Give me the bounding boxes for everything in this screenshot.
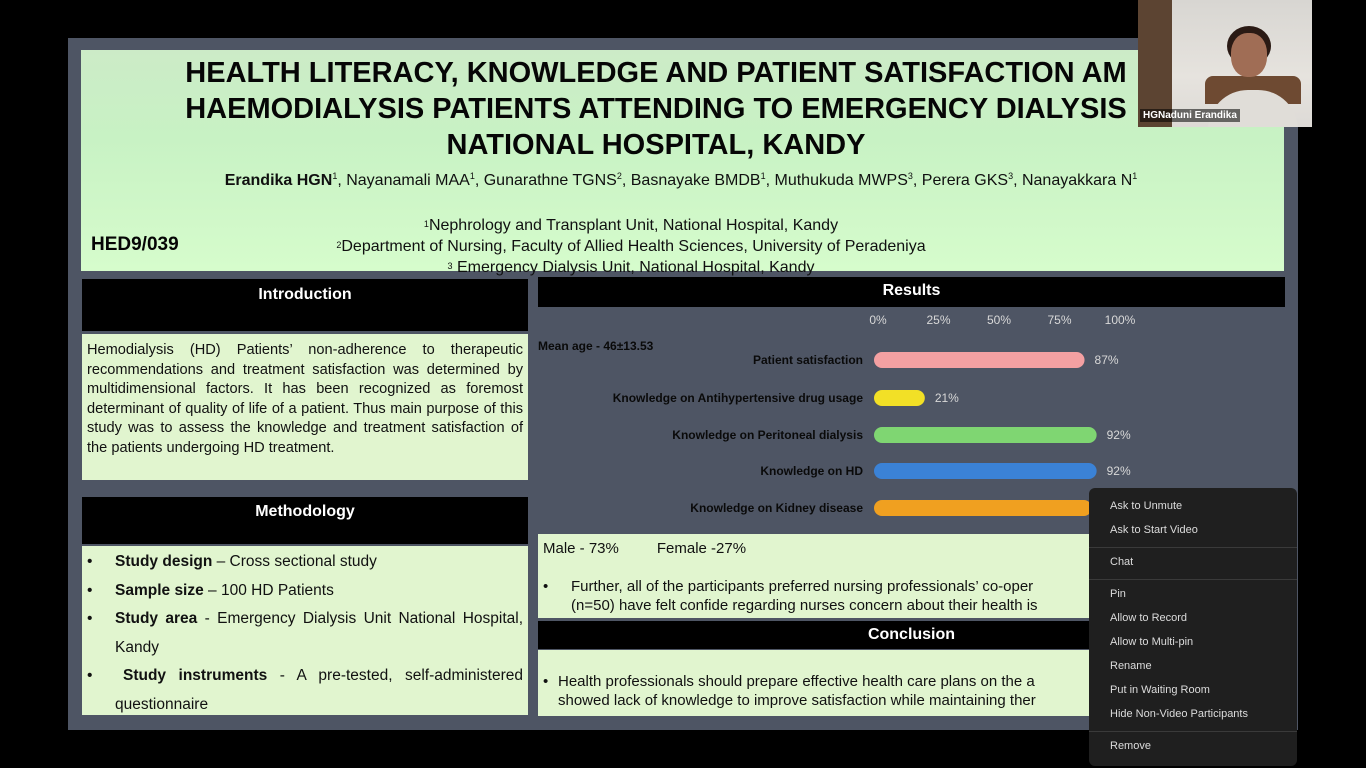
- ask-to-start-video-item[interactable]: Ask to Start Video: [1110, 524, 1198, 536]
- methodology-item-text: – Cross sectional study: [212, 553, 377, 570]
- author-name: Perera GKS: [921, 172, 1009, 189]
- x-tick-label: 100%: [1104, 313, 1136, 327]
- conclusion-heading: Conclusion: [538, 621, 1285, 649]
- x-tick-label: 50%: [986, 313, 1012, 327]
- menu-separator: [1089, 731, 1297, 732]
- methodology-item: [87, 662, 523, 719]
- author-name: Basnayake BMDB: [630, 172, 761, 189]
- author-name: Nayanamali MAA: [346, 172, 470, 189]
- bullet: •: [543, 673, 549, 690]
- female-percent: Female -27%: [656, 540, 747, 557]
- bar-value-label: 21%: [934, 391, 959, 405]
- allow-to-record-item[interactable]: Allow to Record: [1110, 612, 1188, 624]
- title-line-1: HEALTH LITERACY, KNOWLEDGE AND PATIENT SATISFACTION AM: [185, 57, 1127, 89]
- conclusion-line1: Health professionals should prepare effective health care plans on the a: [558, 673, 1035, 690]
- pin-item[interactable]: Pin: [1110, 588, 1126, 600]
- results-further-line1: Further, all of the participants preferred nursing professionals’ co-oper: [571, 578, 1034, 595]
- results-heading: Results: [538, 277, 1285, 307]
- affiliation-text: Emergency Dialysis Unit, National Hospital, Kandy: [452, 259, 815, 276]
- affiliation-text: Nephrology and Transplant Unit, National Hospital, Kandy: [428, 217, 839, 234]
- gender-split: [543, 540, 746, 557]
- methodology-box: [82, 546, 528, 715]
- methodology-item-label: Sample size: [115, 581, 204, 599]
- allow-multi-pin-item[interactable]: Allow to Multi-pin: [1110, 636, 1194, 648]
- participant-video-tile[interactable]: [1138, 0, 1312, 127]
- author-superscript: 1: [1132, 171, 1138, 181]
- methodology-item: [87, 605, 523, 662]
- results-further-line2: (n=50) have felt confide regarding nurses concern about their health is: [571, 597, 1038, 614]
- methodology-list: [87, 548, 523, 720]
- rename-item[interactable]: Rename: [1110, 660, 1152, 672]
- title-line-2: HAEMODIALYSIS PATIENTS ATTENDING TO EMERGENCY DIALYSIS: [185, 93, 1127, 125]
- affiliation-superscript: 2: [336, 240, 342, 250]
- participant-face: [1231, 33, 1267, 77]
- methodology-item-label: Study area: [115, 610, 198, 628]
- bar: [874, 463, 1097, 479]
- conclusion-line2: showed lack of knowledge to improve satisfaction while maintaining ther: [558, 692, 1036, 709]
- methodology-item-text: - Emergency Dialysis Unit National Hospital, Kandy: [115, 610, 523, 656]
- methodology-item: [87, 577, 523, 606]
- video-background-door: [1138, 0, 1172, 127]
- category-label: Knowledge on Peritoneal dialysis: [672, 428, 863, 442]
- x-tick-label: 25%: [926, 313, 951, 327]
- x-tick-label: 0%: [869, 313, 887, 327]
- introduction-text: Hemodialysis (HD) Patients’ non-adherence to therapeutic recommendations and treatment satisfaction was determined by multidimensional factors. It has been recognized as foremost determinant of quality of life of a patient. Thus main purpose of this study was to assess the knowledge and treatment satisfaction of the patients undergoing HD treatment.: [82, 334, 528, 480]
- bar: [874, 390, 925, 406]
- male-percent: Male - 73%: [543, 540, 619, 557]
- methodology-item: [87, 548, 523, 577]
- author-name: Muthukuda MWPS: [774, 172, 908, 189]
- category-label: Knowledge on Antihypertensive drug usage: [612, 391, 863, 405]
- poster-header: [81, 50, 1284, 276]
- category-label: Patient satisfaction: [752, 353, 863, 367]
- author-superscript: 3: [1008, 171, 1014, 181]
- methodology-item-text: - A pre-tested, self-administered questionnaire: [115, 667, 523, 713]
- methodology-item-text: – 100 HD Patients: [203, 581, 334, 599]
- menu-separator: [1089, 547, 1297, 548]
- bar-value-label: 92%: [1106, 464, 1131, 478]
- ask-to-unmute-item[interactable]: Ask to Unmute: [1110, 500, 1183, 512]
- title-line-3: NATIONAL HOSPITAL, KANDY: [446, 129, 866, 161]
- remove-item[interactable]: Remove: [1110, 740, 1151, 752]
- bar: [874, 427, 1097, 443]
- author-list: Erandika HGN$^1$, Nayanamali MAA$^1$, Gunarathne TGNS$^2$, Basnayake BMDB$^1$, Muthukuda MWPS$^3$, Perera GKS$^3$, Nanayakkara $N^1$: [224, 171, 1138, 189]
- introduction-heading: Introduction: [82, 279, 528, 331]
- methodology-item-label: Study design: [115, 553, 213, 570]
- category-label: Knowledge on HD: [760, 464, 863, 478]
- methodology-item-label: Study instruments: [123, 667, 268, 685]
- author-name: Erandika HGN: [224, 172, 333, 189]
- affiliation-text: Department of Nursing, Faculty of Allied Health Sciences, University of Peradeniya: [341, 238, 926, 255]
- affiliation-superscript: 1: [423, 219, 429, 229]
- author-superscript: 2: [616, 171, 622, 181]
- chat-item[interactable]: Chat: [1110, 556, 1134, 568]
- author-superscript: 1: [469, 171, 475, 181]
- affiliation-list: [81, 215, 1181, 278]
- affiliation-line: [81, 236, 1181, 257]
- methodology-heading: Methodology: [82, 497, 528, 544]
- bar-value-label: 87%: [1094, 353, 1119, 367]
- hide-non-video-participants-item[interactable]: Hide Non-Video Participants: [1110, 708, 1248, 720]
- x-tick-label: 75%: [1047, 313, 1072, 327]
- mean-age-label: Mean age - 46±13.53: [538, 339, 654, 353]
- affiliation-line: [81, 215, 1181, 236]
- bullet: •: [543, 578, 549, 595]
- participant-name: HGNaduni Erandika: [1140, 109, 1240, 122]
- menu-separator: [1089, 579, 1297, 580]
- bar: [874, 352, 1085, 368]
- author-superscript: 3: [907, 171, 913, 181]
- category-label: Knowledge on Kidney disease: [690, 501, 863, 515]
- put-in-waiting-room-item[interactable]: Put in Waiting Room: [1110, 684, 1210, 696]
- author-name: Gunarathne TGNS: [483, 172, 617, 189]
- author-name: Nanayakkara N: [1021, 172, 1133, 189]
- bar-value-label: 92%: [1106, 428, 1131, 442]
- poster-code: HED9/039: [91, 234, 179, 255]
- author-superscript: 1: [760, 171, 766, 181]
- affiliation-line: [81, 257, 1181, 278]
- affiliation-superscript: 3: [447, 261, 453, 271]
- poster-title: [81, 55, 1231, 163]
- author-superscript: 1: [332, 171, 338, 181]
- bar: [874, 500, 1092, 516]
- participant-context-menu: [1089, 488, 1297, 766]
